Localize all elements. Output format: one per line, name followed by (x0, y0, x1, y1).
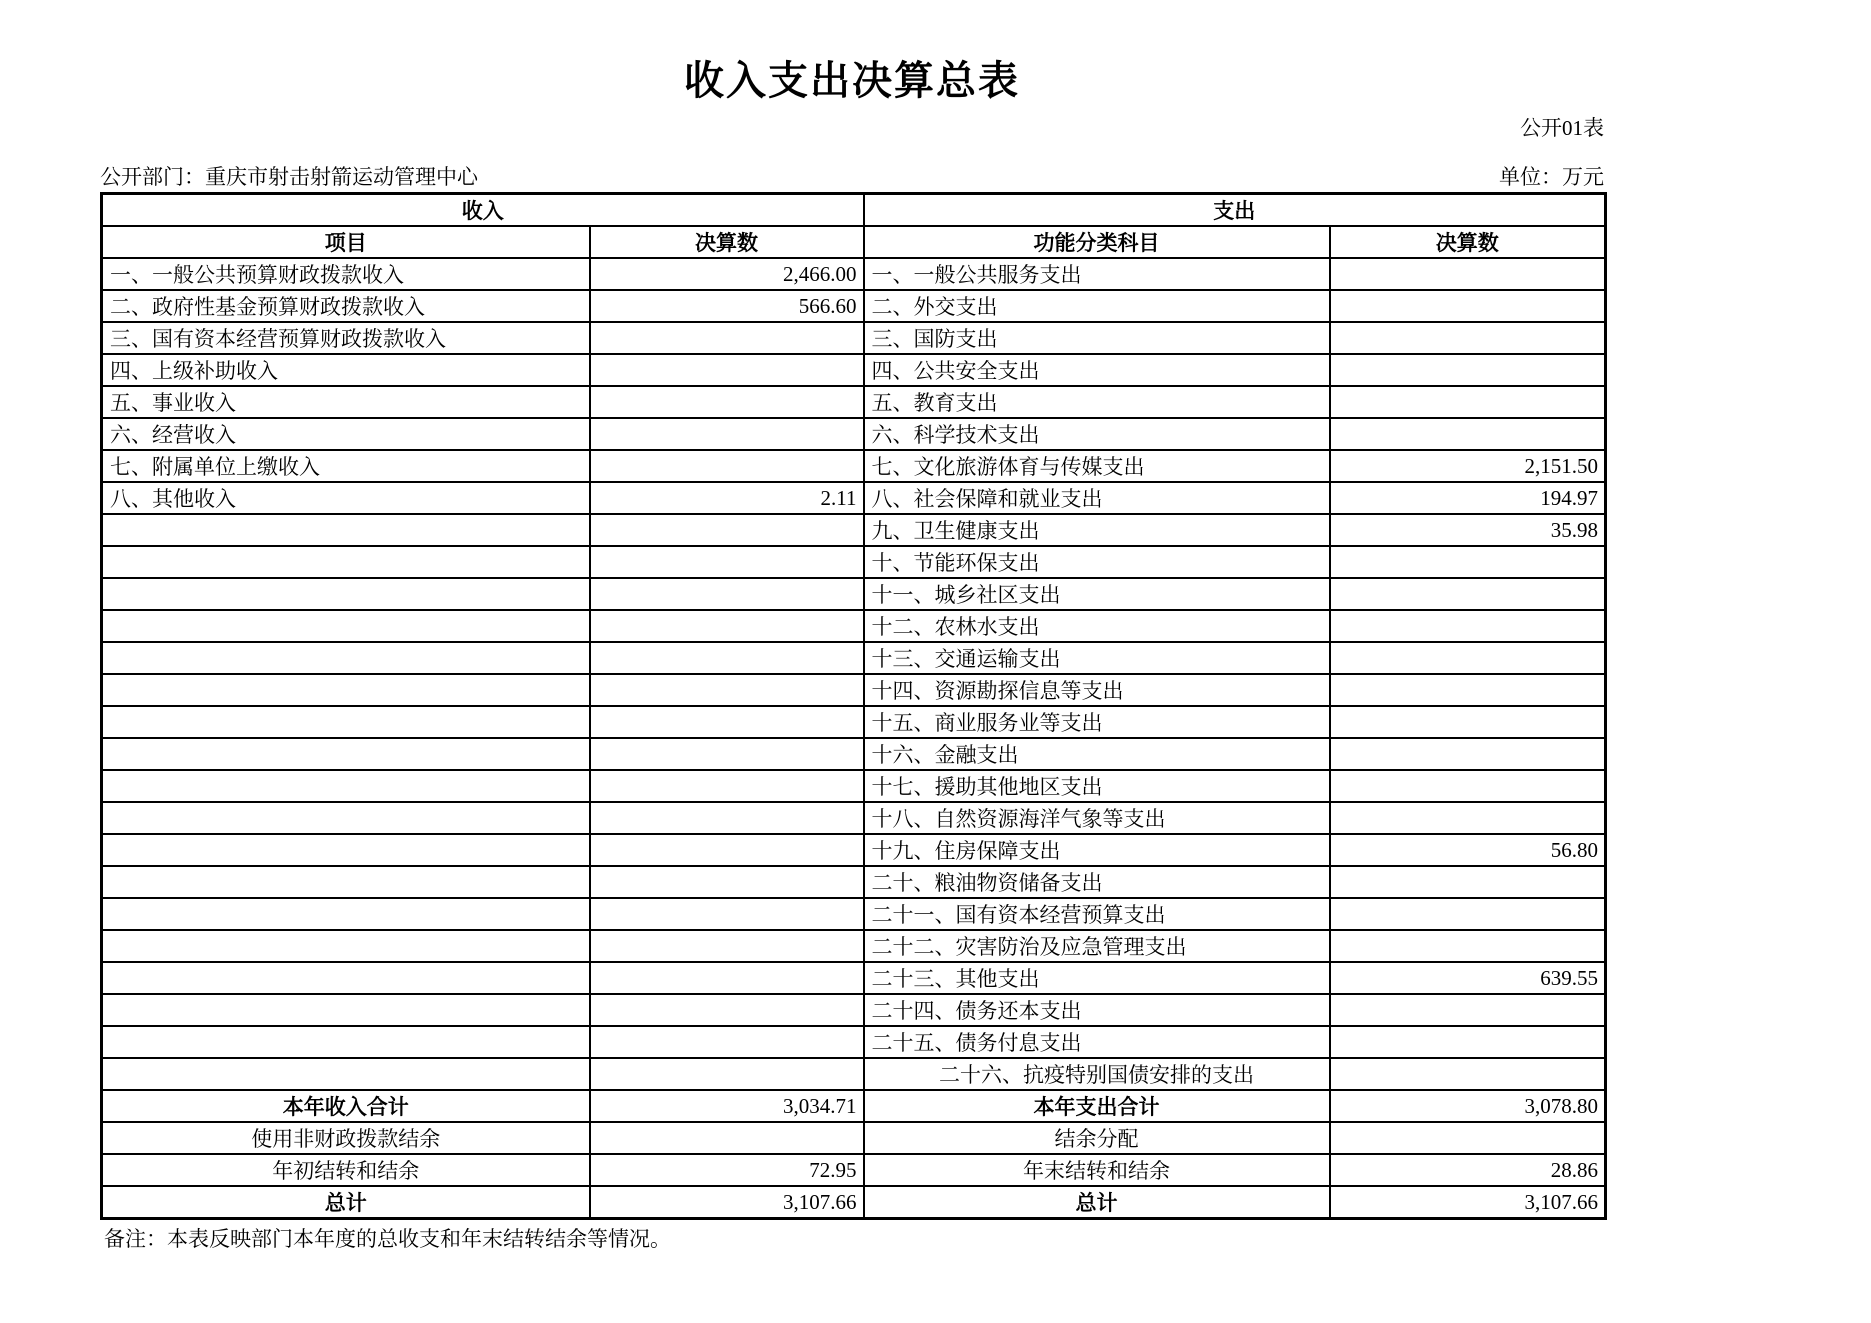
expense-value-cell (1330, 354, 1606, 386)
expense-item-cell: 二十二、灾害防治及应急管理支出 (864, 930, 1330, 962)
note-text: 备注：本表反映部门本年度的总收支和年末结转结余等情况。 (104, 1227, 671, 1251)
income-item-cell: 本年收入合计 (102, 1090, 590, 1122)
col-header-category: 功能分类科目 (864, 226, 1330, 258)
section-header-row (102, 194, 1606, 227)
expense-item-cell: 三、国防支出 (864, 322, 1330, 354)
income-value-cell: 2.11 (590, 482, 864, 514)
expense-item-cell: 十八、自然资源海洋气象等支出 (864, 802, 1330, 834)
income-value-cell (590, 546, 864, 578)
table-row (102, 706, 1606, 738)
table-row (102, 546, 1606, 578)
expense-value-cell (1330, 930, 1606, 962)
table-row (102, 1186, 1606, 1219)
expense-item-cell: 九、卫生健康支出 (864, 514, 1330, 546)
expense-value-cell (1330, 610, 1606, 642)
expense-item-cell: 二十四、债务还本支出 (864, 994, 1330, 1026)
income-item-cell (102, 1026, 590, 1058)
expense-item-cell: 总计 (864, 1186, 1330, 1219)
income-value-cell (590, 898, 864, 930)
expense-item-cell: 一、一般公共服务支出 (864, 258, 1330, 290)
expense-value-cell: 28.86 (1330, 1154, 1606, 1186)
income-value-cell (590, 418, 864, 450)
expense-value-cell: 35.98 (1330, 514, 1606, 546)
expense-item-cell: 七、文化旅游体育与传媒支出 (864, 450, 1330, 482)
income-value-cell (590, 1058, 864, 1090)
expense-item-cell: 十六、金融支出 (864, 738, 1330, 770)
income-item-cell (102, 802, 590, 834)
expense-value-cell (1330, 994, 1606, 1026)
expense-value-cell (1330, 322, 1606, 354)
expense-value-cell (1330, 1026, 1606, 1058)
expense-item-cell: 结余分配 (864, 1122, 1330, 1154)
expense-item-cell: 八、社会保障和就业支出 (864, 482, 1330, 514)
income-item-cell: 五、事业收入 (102, 386, 590, 418)
income-item-cell: 三、国有资本经营预算财政拨款收入 (102, 322, 590, 354)
income-value-cell (590, 770, 864, 802)
table-row (102, 450, 1606, 482)
income-value-cell (590, 642, 864, 674)
department-label: 公开部门：重庆市射击射箭运动管理中心 (100, 165, 478, 189)
expense-value-cell (1330, 418, 1606, 450)
table-row (102, 1154, 1606, 1186)
expense-item-cell: 十四、资源勘探信息等支出 (864, 674, 1330, 706)
expense-item-cell: 十二、农林水支出 (864, 610, 1330, 642)
table-row (102, 930, 1606, 962)
table-row (102, 578, 1606, 610)
table-row (102, 482, 1606, 514)
column-header-row (102, 226, 1606, 258)
income-value-cell (590, 386, 864, 418)
income-item-cell (102, 610, 590, 642)
income-value-cell (590, 578, 864, 610)
document-sheet (100, 0, 1604, 1252)
income-value-cell (590, 994, 864, 1026)
page-title: 收入支出决算总表 (684, 59, 1020, 103)
expense-value-cell (1330, 770, 1606, 802)
income-value-cell: 566.60 (590, 290, 864, 322)
table-row (102, 642, 1606, 674)
expense-item-cell: 五、教育支出 (864, 386, 1330, 418)
table-row (102, 386, 1606, 418)
income-item-cell (102, 642, 590, 674)
income-item-cell: 二、政府性基金预算财政拨款收入 (102, 290, 590, 322)
income-value-cell: 3,034.71 (590, 1090, 864, 1122)
expense-value-cell: 2,151.50 (1330, 450, 1606, 482)
income-item-cell: 年初结转和结余 (102, 1154, 590, 1186)
table-row (102, 770, 1606, 802)
income-value-cell (590, 674, 864, 706)
expense-value-cell (1330, 642, 1606, 674)
expense-item-cell: 四、公共安全支出 (864, 354, 1330, 386)
meta-line (100, 164, 1604, 190)
expense-value-cell: 3,107.66 (1330, 1186, 1606, 1219)
income-value-cell (590, 450, 864, 482)
income-item-cell (102, 546, 590, 578)
income-value-cell (590, 962, 864, 994)
income-item-cell: 一、一般公共预算财政拨款收入 (102, 258, 590, 290)
expense-item-cell: 十、节能环保支出 (864, 546, 1330, 578)
expense-item-cell: 二十六、抗疫特别国债安排的支出 (864, 1058, 1330, 1090)
income-value-cell (590, 866, 864, 898)
budget-table (100, 192, 1607, 1220)
table-row (102, 674, 1606, 706)
expense-item-cell: 十一、城乡社区支出 (864, 578, 1330, 610)
expense-value-cell (1330, 866, 1606, 898)
income-item-cell (102, 514, 590, 546)
expense-value-cell (1330, 1058, 1606, 1090)
expense-value-cell (1330, 290, 1606, 322)
table-row (102, 290, 1606, 322)
expense-item-cell: 六、科学技术支出 (864, 418, 1330, 450)
expense-value-cell (1330, 258, 1606, 290)
table-row (102, 1090, 1606, 1122)
table-row (102, 610, 1606, 642)
col-header-expense-value: 决算数 (1330, 226, 1606, 258)
expense-value-cell (1330, 546, 1606, 578)
income-item-cell (102, 738, 590, 770)
expense-value-cell: 56.80 (1330, 834, 1606, 866)
income-item-cell: 四、上级补助收入 (102, 354, 590, 386)
expense-item-cell: 二、外交支出 (864, 290, 1330, 322)
expense-value-cell (1330, 386, 1606, 418)
table-row (102, 898, 1606, 930)
income-value-cell (590, 706, 864, 738)
expense-section-header: 支出 (864, 194, 1606, 227)
income-item-cell: 七、附属单位上缴收入 (102, 450, 590, 482)
income-value-cell (590, 354, 864, 386)
income-value-cell (590, 514, 864, 546)
income-item-cell: 使用非财政拨款结余 (102, 1122, 590, 1154)
expense-value-cell (1330, 898, 1606, 930)
income-item-cell (102, 578, 590, 610)
table-row (102, 738, 1606, 770)
table-row (102, 834, 1606, 866)
income-value-cell (590, 610, 864, 642)
table-row (102, 1122, 1606, 1154)
expense-item-cell: 二十五、债务付息支出 (864, 1026, 1330, 1058)
expense-item-cell: 二十三、其他支出 (864, 962, 1330, 994)
expense-item-cell: 年末结转和结余 (864, 1154, 1330, 1186)
table-row (102, 1026, 1606, 1058)
expense-item-cell: 十三、交通运输支出 (864, 642, 1330, 674)
income-item-cell (102, 866, 590, 898)
income-value-cell (590, 802, 864, 834)
income-item-cell (102, 770, 590, 802)
income-value-cell (590, 738, 864, 770)
table-row (102, 418, 1606, 450)
income-value-cell (590, 930, 864, 962)
expense-item-cell: 二十、粮油物资储备支出 (864, 866, 1330, 898)
table-row (102, 514, 1606, 546)
table-row (102, 258, 1606, 290)
expense-value-cell (1330, 738, 1606, 770)
income-item-cell (102, 706, 590, 738)
table-row (102, 1058, 1606, 1090)
income-item-cell (102, 898, 590, 930)
expense-item-cell: 十九、住房保障支出 (864, 834, 1330, 866)
income-value-cell (590, 834, 864, 866)
income-item-cell (102, 930, 590, 962)
expense-value-cell: 639.55 (1330, 962, 1606, 994)
income-item-cell (102, 1058, 590, 1090)
table-row (102, 994, 1606, 1026)
income-section-header: 收入 (102, 194, 864, 227)
expense-value-cell (1330, 802, 1606, 834)
col-header-item: 项目 (102, 226, 590, 258)
income-item-cell: 八、其他收入 (102, 482, 590, 514)
expense-value-cell: 194.97 (1330, 482, 1606, 514)
expense-value-cell (1330, 674, 1606, 706)
income-value-cell: 2,466.00 (590, 258, 864, 290)
expense-item-cell: 二十一、国有资本经营预算支出 (864, 898, 1330, 930)
income-item-cell (102, 994, 590, 1026)
income-value-cell: 72.95 (590, 1154, 864, 1186)
income-item-cell (102, 834, 590, 866)
expense-value-cell (1330, 706, 1606, 738)
unit-label: 单位：万元 (1499, 165, 1604, 189)
expense-item-cell: 十七、援助其他地区支出 (864, 770, 1330, 802)
income-value-cell (590, 1026, 864, 1058)
expense-value-cell (1330, 1122, 1606, 1154)
expense-item-cell: 十五、商业服务业等支出 (864, 706, 1330, 738)
expense-value-cell (1330, 578, 1606, 610)
income-value-cell (590, 322, 864, 354)
table-row (102, 322, 1606, 354)
table-code: 公开01表 (1520, 116, 1604, 140)
income-item-cell: 总计 (102, 1186, 590, 1219)
income-item-cell: 六、经营收入 (102, 418, 590, 450)
col-header-income-value: 决算数 (590, 226, 864, 258)
expense-value-cell: 3,078.80 (1330, 1090, 1606, 1122)
income-value-cell (590, 1122, 864, 1154)
table-row (102, 354, 1606, 386)
expense-item-cell: 本年支出合计 (864, 1090, 1330, 1122)
income-item-cell (102, 674, 590, 706)
table-row (102, 866, 1606, 898)
table-row (102, 962, 1606, 994)
table-row (102, 802, 1606, 834)
income-value-cell: 3,107.66 (590, 1186, 864, 1219)
income-item-cell (102, 962, 590, 994)
